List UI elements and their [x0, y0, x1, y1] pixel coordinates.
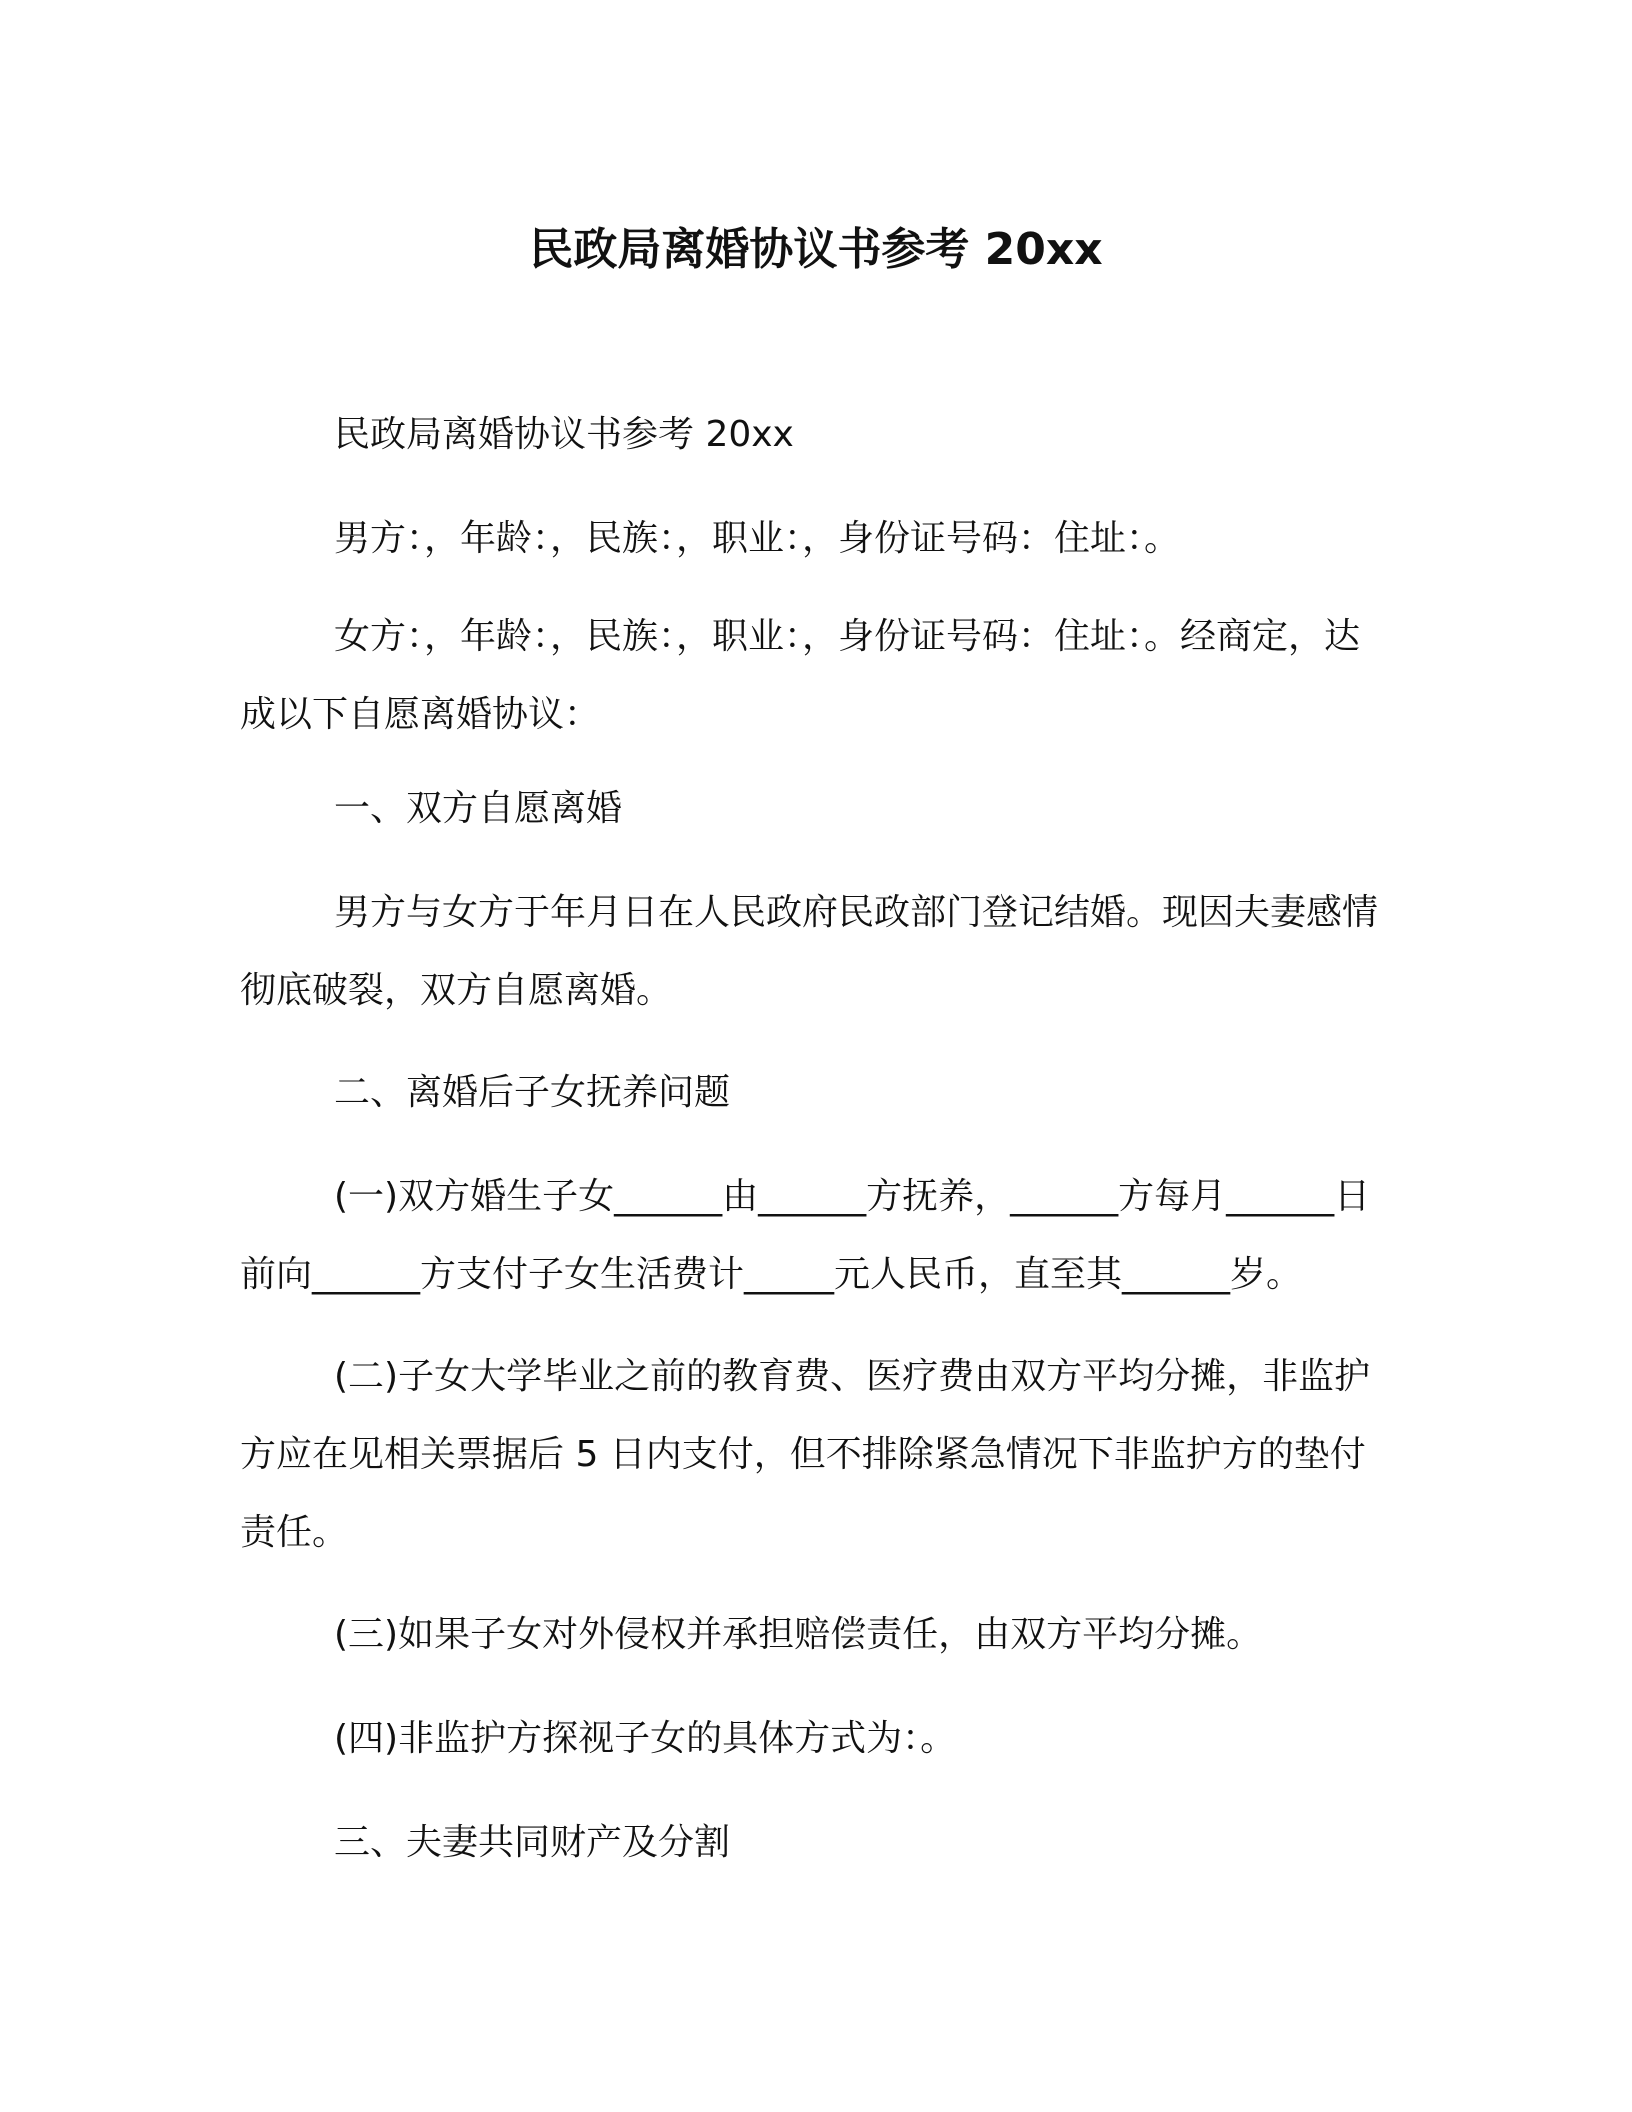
section-heading-2: 二、离婚后子女抚养问题	[334, 1072, 731, 1113]
section-heading-3: 三、夫妻共同财产及分割	[334, 1822, 731, 1863]
paragraph-subtitle: 民政局离婚协议书参考 20xx	[334, 414, 794, 455]
paragraph-marriage-info: 男方与女方于年月日在人民政府民政部门登记结婚。现因夫妻感情彻底破裂，双方自愿离婚。	[240, 892, 1379, 1011]
paragraph-clause-4: (四)非监护方探视子女的具体方式为：。	[334, 1718, 957, 1759]
paragraph-male-party: 男方：，年龄：，民族：，职业：，身份证号码：住址：。	[334, 518, 1181, 559]
paragraph-clause-1: (一)双方婚生子女______由______方抚养，______方每月______日前向______方支付子女生活费计_____元人民币，直至其______岁。	[240, 1176, 1371, 1295]
document-title: 民政局离婚协议书参考 20xx	[529, 224, 1103, 275]
paragraph-female-party: 女方：，年龄：，民族：，职业：，身份证号码：住址：。经商定，达成以下自愿离婚协议：	[240, 616, 1361, 735]
paragraph-clause-2: (二)子女大学毕业之前的教育费、医疗费由双方平均分摊，非监护方应在见相关票据后 5 日内支付，但不排除紧急情况下非监护方的垫付责任。	[240, 1356, 1371, 1553]
paragraph-clause-3: (三)如果子女对外侵权并承担赔偿责任，由双方平均分摊。	[334, 1614, 1263, 1655]
section-heading-1: 一、双方自愿离婚	[334, 788, 623, 829]
